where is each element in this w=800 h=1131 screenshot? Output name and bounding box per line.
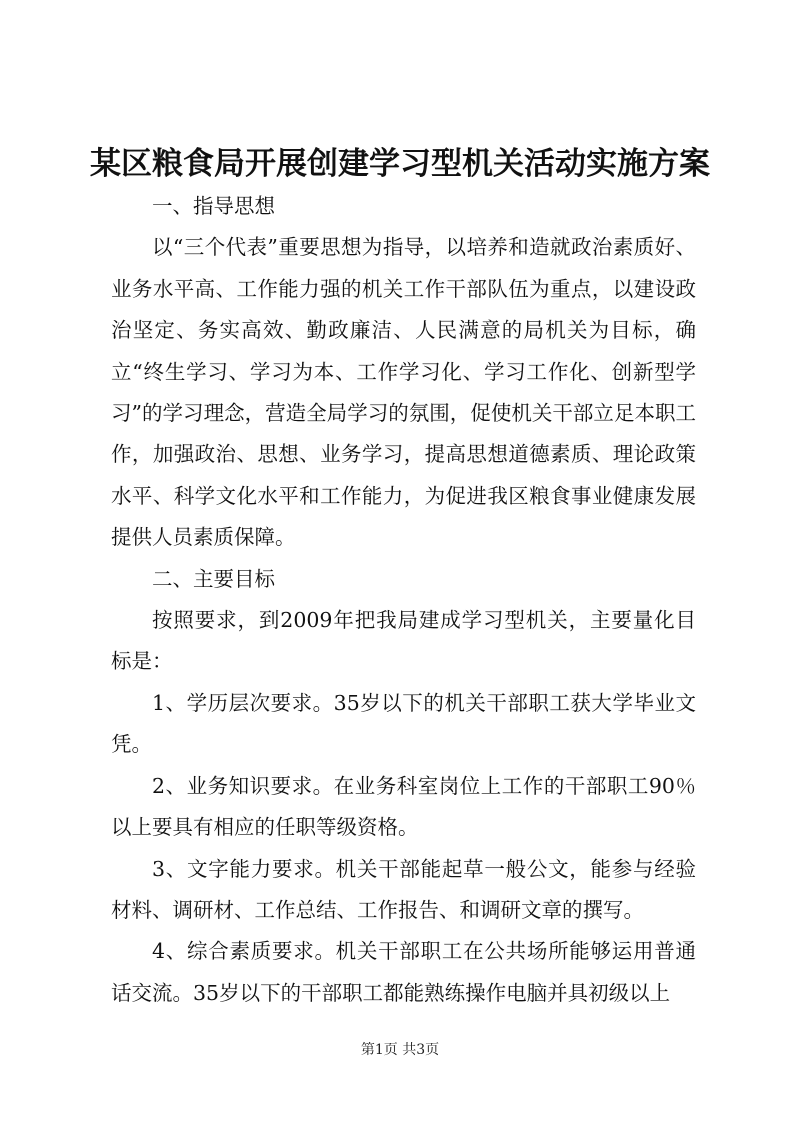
section-heading-main-goals: 二、主要目标 [152, 566, 275, 591]
paragraph-goals-intro: 按照要求，到2009年把我局建成学习型机关，主要量化目标是： [111, 608, 696, 674]
list-item-business-knowledge: 2、业务知识要求。在业务科室岗位上工作的干部职工90％以上要具有相应的任职等级资格。 [111, 773, 696, 840]
paragraph-guiding-ideology: 以“三个代表”重要思想为指导，以培养和造就政治素质好、业务水平高、工作能力强的机关工作干部队伍为重点，以建设政治坚定、务实高效、勤政廉洁、人民满意的局机关为目标，确立“终生学习、学习为本、工作学习化、学习工作化、创新型学习”的学习理念，营造全局学习的氛围，促使机关干部立足本职工作，加强政治、思想、业务学习，提高思想道德素质、理论政策水平、科学文化水平和工作能力，为促进我区粮食事业健康发展提供人员素质保障。 [111, 235, 696, 550]
list-item-overall-quality: 4、综合素质要求。机关干部职工在公共场所能够运用普通话交流。35岁以下的干部职工都能熟练操作电脑并具初级以上 [111, 939, 696, 1005]
section-heading-guiding-ideology: 一、指导思想 [152, 194, 275, 218]
list-item-education: 1、学历层次要求。35岁以下的机关干部职工获大学毕业文凭。 [111, 690, 696, 757]
document-body [111, 186, 696, 1014]
page-number-footer: 第1页 共3页 [360, 1042, 440, 1058]
document-title: 某区粮食局开展创建学习型机关活动实施方案 [90, 146, 710, 182]
list-item-writing-ability: 3、文字能力要求。机关干部能起草一般公文，能参与经验材料、调研材、工作总结、工作报告、和调研文章的撰写。 [111, 856, 696, 922]
